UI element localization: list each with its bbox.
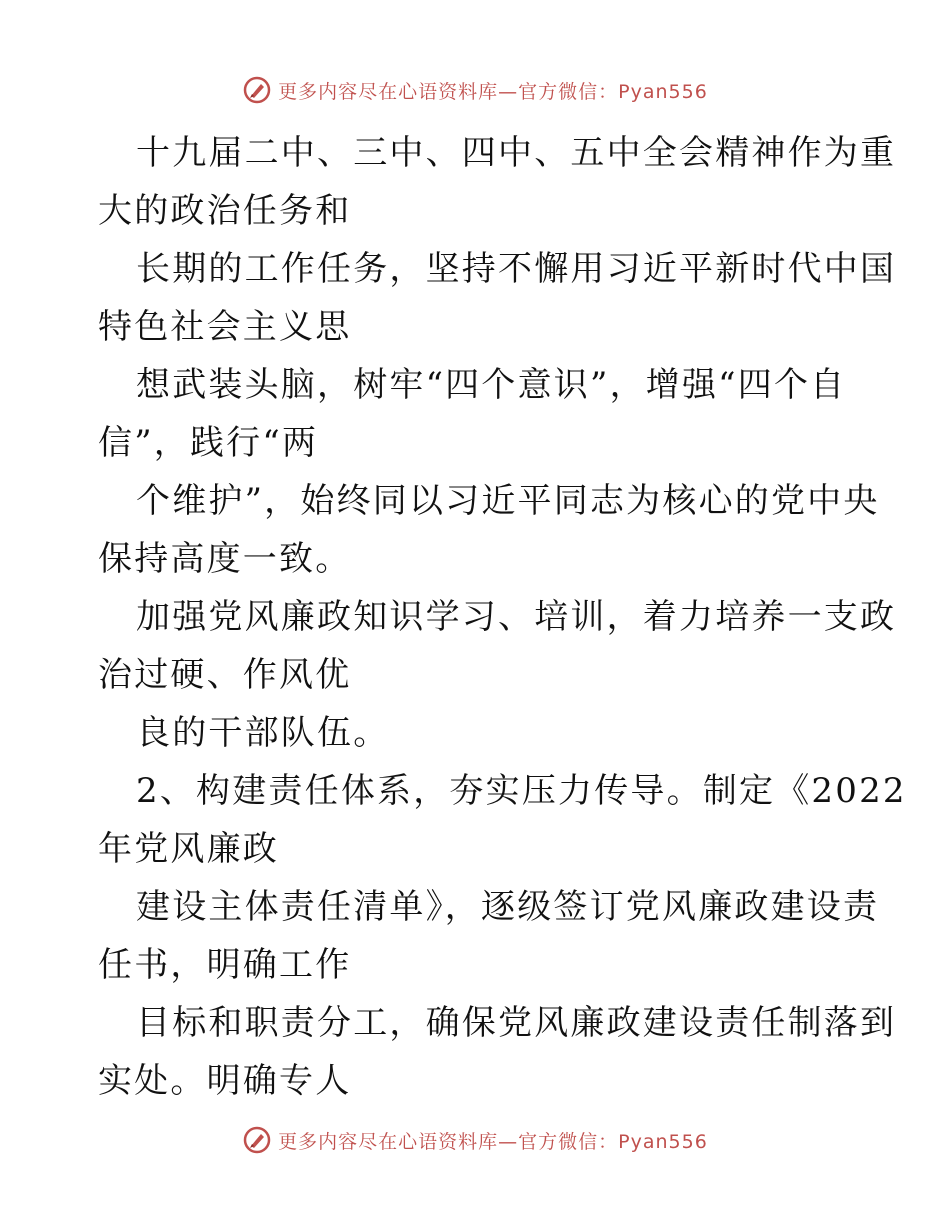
paragraph-line: 大的政治任务和 bbox=[98, 191, 352, 231]
paragraph bbox=[98, 762, 907, 878]
paragraph bbox=[98, 588, 897, 704]
paragraph-line: 特色社会主义思 bbox=[98, 307, 352, 347]
footer-banner-text: 更多内容尽在心语资料库—官方微信：Pyan556 bbox=[278, 1130, 708, 1153]
header-banner-text: 更多内容尽在心语资料库—官方微信：Pyan556 bbox=[278, 80, 708, 103]
paragraph-line: 治过硬、作风优 bbox=[98, 655, 352, 695]
paragraph-line: 2、构建责任体系，夯实压力传导。制定《2022 bbox=[136, 771, 907, 811]
paragraph-line: 任书，明确工作 bbox=[98, 945, 352, 985]
paragraph bbox=[98, 994, 897, 1110]
paragraph bbox=[98, 878, 880, 994]
footer-banner bbox=[0, 1120, 950, 1160]
paragraph-line: 加强党风廉政知识学习、培训，着力培养一支政 bbox=[136, 597, 897, 637]
paragraph-line: 保持高度一致。 bbox=[98, 539, 352, 579]
paragraph-line: 实处。明确专人 bbox=[98, 1061, 352, 1101]
paragraph-line: 目标和职责分工，确保党风廉政建设责任制落到 bbox=[136, 1003, 897, 1043]
paragraph-line: 想武装头脑，树牢“四个意识”，增强“四个自 bbox=[136, 365, 847, 405]
pen-logo-icon bbox=[242, 75, 272, 105]
paragraph-line: 建设主体责任清单》，逐级签订党风廉政建设责 bbox=[136, 887, 880, 927]
pen-logo-icon bbox=[242, 1125, 272, 1155]
paragraph-line: 年党风廉政 bbox=[98, 829, 279, 869]
paragraph bbox=[98, 124, 897, 240]
paragraph-line: 十九届二中、三中、四中、五中全会精神作为重 bbox=[136, 133, 897, 173]
paragraph-line: 信”，践行“两 bbox=[98, 423, 319, 463]
header-banner bbox=[0, 70, 950, 110]
paragraph-line: 长期的工作任务，坚持不懈用习近平新时代中国 bbox=[136, 249, 897, 289]
paragraph-line: 良的干部队伍。 bbox=[136, 713, 390, 753]
paragraph bbox=[98, 472, 880, 588]
paragraph bbox=[98, 704, 858, 762]
paragraph bbox=[98, 356, 858, 472]
paragraph-line: 个维护”，始终同以习近平同志为核心的党中央 bbox=[136, 481, 880, 521]
document-body bbox=[98, 124, 907, 1110]
paragraph bbox=[98, 240, 897, 356]
